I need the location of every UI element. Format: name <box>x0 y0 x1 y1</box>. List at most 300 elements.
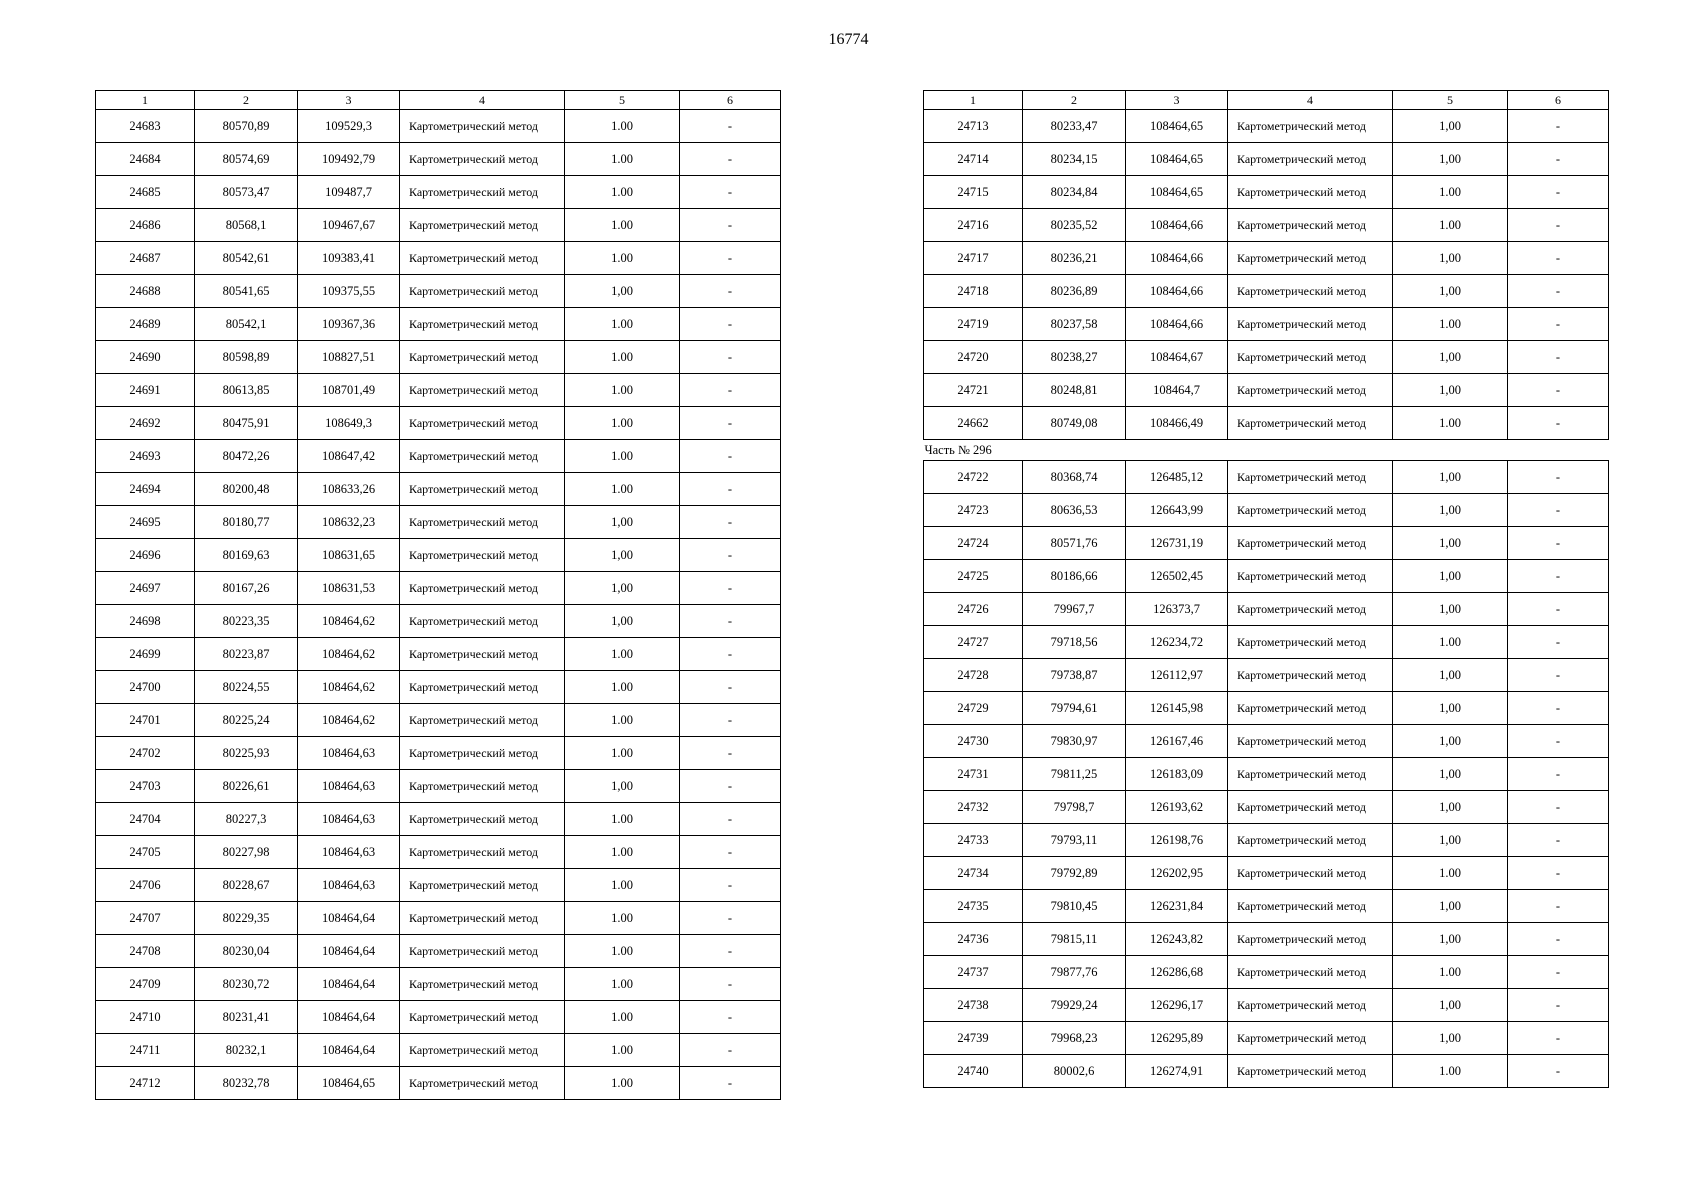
precision-cell: 1.00 <box>565 1001 680 1034</box>
y-coordinate-cell: 126643,99 <box>1126 494 1228 527</box>
point-number-cell: 24738 <box>924 989 1023 1022</box>
x-coordinate-cell: 80223,87 <box>195 638 298 671</box>
precision-cell: 1.00 <box>565 1067 680 1100</box>
method-cell: Картометрический метод <box>400 176 565 209</box>
y-coordinate-cell: 126243,82 <box>1126 923 1228 956</box>
table-row <box>96 704 781 737</box>
note-cell: - <box>680 902 781 935</box>
table-row <box>96 1034 781 1067</box>
point-number-cell: 24719 <box>924 308 1023 341</box>
precision-cell: 1,00 <box>1393 1022 1508 1055</box>
note-cell: - <box>680 1034 781 1067</box>
note-cell: - <box>1508 626 1609 659</box>
precision-cell: 1.00 <box>565 308 680 341</box>
point-number-cell: 24718 <box>924 275 1023 308</box>
precision-cell: 1,00 <box>565 572 680 605</box>
point-number-cell: 24716 <box>924 209 1023 242</box>
precision-cell: 1.00 <box>1393 956 1508 989</box>
precision-cell: 1.00 <box>1393 176 1508 209</box>
table-row <box>924 758 1609 791</box>
note-cell: - <box>680 440 781 473</box>
point-number-cell: 24703 <box>96 770 195 803</box>
x-coordinate-cell: 80180,77 <box>195 506 298 539</box>
precision-cell: 1.00 <box>1393 626 1508 659</box>
precision-cell: 1,00 <box>1393 824 1508 857</box>
method-cell: Картометрический метод <box>1228 923 1393 956</box>
precision-cell: 1.00 <box>565 143 680 176</box>
point-number-cell: 24683 <box>96 110 195 143</box>
precision-cell: 1.00 <box>565 803 680 836</box>
x-coordinate-cell: 80570,89 <box>195 110 298 143</box>
method-cell: Картометрический метод <box>400 671 565 704</box>
x-coordinate-cell: 79830,97 <box>1023 725 1126 758</box>
table-row <box>96 572 781 605</box>
precision-cell: 1,00 <box>1393 659 1508 692</box>
table-row <box>924 890 1609 923</box>
table-row <box>96 209 781 242</box>
note-cell: - <box>1508 824 1609 857</box>
point-number-cell: 24692 <box>96 407 195 440</box>
x-coordinate-cell: 80598,89 <box>195 341 298 374</box>
note-cell: - <box>1508 527 1609 560</box>
x-coordinate-cell: 80236,21 <box>1023 242 1126 275</box>
note-cell: - <box>1508 308 1609 341</box>
precision-cell: 1.00 <box>565 407 680 440</box>
y-coordinate-cell: 126112,97 <box>1126 659 1228 692</box>
precision-cell: 1.00 <box>565 1034 680 1067</box>
column-header-6: 6 <box>1508 91 1609 110</box>
method-cell: Картометрический метод <box>400 935 565 968</box>
method-cell: Картометрический метод <box>400 440 565 473</box>
y-coordinate-cell: 109375,55 <box>298 275 400 308</box>
point-number-cell: 24706 <box>96 869 195 902</box>
note-cell: - <box>680 209 781 242</box>
note-cell: - <box>680 407 781 440</box>
y-coordinate-cell: 109383,41 <box>298 242 400 275</box>
x-coordinate-cell: 80234,84 <box>1023 176 1126 209</box>
x-coordinate-cell: 79810,45 <box>1023 890 1126 923</box>
method-cell: Картометрический метод <box>400 275 565 308</box>
table-row <box>96 308 781 341</box>
precision-cell: 1,00 <box>1393 989 1508 1022</box>
y-coordinate-cell: 108464,63 <box>298 737 400 770</box>
precision-cell: 1,00 <box>1393 461 1508 494</box>
precision-cell: 1,00 <box>1393 275 1508 308</box>
table-row <box>96 176 781 209</box>
method-cell: Картометрический метод <box>400 737 565 770</box>
x-coordinate-cell: 80368,74 <box>1023 461 1126 494</box>
note-cell: - <box>1508 956 1609 989</box>
y-coordinate-cell: 126295,89 <box>1126 1022 1228 1055</box>
precision-cell: 1,00 <box>565 506 680 539</box>
table-row <box>924 659 1609 692</box>
precision-cell: 1.00 <box>1393 209 1508 242</box>
note-cell: - <box>1508 494 1609 527</box>
note-cell: - <box>1508 242 1609 275</box>
point-number-cell: 24720 <box>924 341 1023 374</box>
precision-cell: 1,00 <box>1393 593 1508 626</box>
table-row <box>924 626 1609 659</box>
table-row <box>96 1067 781 1100</box>
method-cell: Картометрический метод <box>1228 692 1393 725</box>
precision-cell: 1.00 <box>565 209 680 242</box>
table-row <box>96 770 781 803</box>
table-header-row <box>96 91 781 110</box>
method-cell: Картометрический метод <box>400 1067 565 1100</box>
precision-cell: 1.00 <box>565 671 680 704</box>
x-coordinate-cell: 80235,52 <box>1023 209 1126 242</box>
x-coordinate-cell: 80475,91 <box>195 407 298 440</box>
table-row <box>924 275 1609 308</box>
y-coordinate-cell: 108464,62 <box>298 638 400 671</box>
y-coordinate-cell: 108632,23 <box>298 506 400 539</box>
point-number-cell: 24691 <box>96 374 195 407</box>
y-coordinate-cell: 108827,51 <box>298 341 400 374</box>
column-header-3: 3 <box>1126 91 1228 110</box>
column-header-3: 3 <box>298 91 400 110</box>
point-number-cell: 24730 <box>924 725 1023 758</box>
precision-cell: 1.00 <box>565 869 680 902</box>
x-coordinate-cell: 80636,53 <box>1023 494 1126 527</box>
method-cell: Картометрический метод <box>400 605 565 638</box>
method-cell: Картометрический метод <box>1228 626 1393 659</box>
point-number-cell: 24709 <box>96 968 195 1001</box>
precision-cell: 1.00 <box>565 440 680 473</box>
point-number-cell: 24724 <box>924 527 1023 560</box>
x-coordinate-cell: 80232,78 <box>195 1067 298 1100</box>
precision-cell: 1.00 <box>565 737 680 770</box>
point-number-cell: 24722 <box>924 461 1023 494</box>
precision-cell: 1,00 <box>1393 374 1508 407</box>
method-cell: Картометрический метод <box>1228 527 1393 560</box>
table-row <box>96 1001 781 1034</box>
method-cell: Картометрический метод <box>1228 659 1393 692</box>
x-coordinate-cell: 80542,61 <box>195 242 298 275</box>
x-coordinate-cell: 79811,25 <box>1023 758 1126 791</box>
note-cell: - <box>1508 692 1609 725</box>
column-header-4: 4 <box>1228 91 1393 110</box>
table-row <box>924 923 1609 956</box>
y-coordinate-cell: 108464,62 <box>298 704 400 737</box>
column-header-1: 1 <box>96 91 195 110</box>
y-coordinate-cell: 126296,17 <box>1126 989 1228 1022</box>
table-row <box>924 527 1609 560</box>
point-number-cell: 24737 <box>924 956 1023 989</box>
table-row <box>924 494 1609 527</box>
note-cell: - <box>680 869 781 902</box>
y-coordinate-cell: 126198,76 <box>1126 824 1228 857</box>
y-coordinate-cell: 108464,66 <box>1126 275 1228 308</box>
method-cell: Картометрический метод <box>1228 1022 1393 1055</box>
method-cell: Картометрический метод <box>1228 857 1393 890</box>
y-coordinate-cell: 108631,65 <box>298 539 400 572</box>
y-coordinate-cell: 126502,45 <box>1126 560 1228 593</box>
note-cell: - <box>1508 791 1609 824</box>
precision-cell: 1.00 <box>565 704 680 737</box>
y-coordinate-cell: 126202,95 <box>1126 857 1228 890</box>
point-number-cell: 24705 <box>96 836 195 869</box>
note-cell: - <box>680 176 781 209</box>
y-coordinate-cell: 108464,65 <box>1126 143 1228 176</box>
y-coordinate-cell: 108464,62 <box>298 605 400 638</box>
table-row <box>924 725 1609 758</box>
note-cell: - <box>680 143 781 176</box>
precision-cell: 1,00 <box>1393 143 1508 176</box>
note-cell: - <box>680 572 781 605</box>
note-cell: - <box>1508 209 1609 242</box>
x-coordinate-cell: 80200,48 <box>195 473 298 506</box>
method-cell: Картометрический метод <box>1228 725 1393 758</box>
x-coordinate-cell: 79798,7 <box>1023 791 1126 824</box>
y-coordinate-cell: 126731,19 <box>1126 527 1228 560</box>
note-cell: - <box>1508 560 1609 593</box>
precision-cell: 1,00 <box>565 275 680 308</box>
point-number-cell: 24726 <box>924 593 1023 626</box>
note-cell: - <box>1508 989 1609 1022</box>
method-cell: Картометрический метод <box>400 407 565 440</box>
y-coordinate-cell: 108466,49 <box>1126 407 1228 440</box>
table-row <box>96 935 781 968</box>
x-coordinate-cell: 80232,1 <box>195 1034 298 1067</box>
precision-cell: 1.00 <box>1393 857 1508 890</box>
x-coordinate-cell: 80167,26 <box>195 572 298 605</box>
method-cell: Картометрический метод <box>400 638 565 671</box>
note-cell: - <box>1508 758 1609 791</box>
x-coordinate-cell: 79792,89 <box>1023 857 1126 890</box>
note-cell: - <box>1508 593 1609 626</box>
table-row <box>924 407 1609 440</box>
table-row <box>96 605 781 638</box>
note-cell: - <box>680 374 781 407</box>
table-row <box>924 308 1609 341</box>
column-header-6: 6 <box>680 91 781 110</box>
x-coordinate-cell: 80230,72 <box>195 968 298 1001</box>
method-cell: Картометрический метод <box>400 1001 565 1034</box>
table-row <box>96 968 781 1001</box>
x-coordinate-cell: 80238,27 <box>1023 341 1126 374</box>
precision-cell: 1.00 <box>565 935 680 968</box>
y-coordinate-cell: 126193,62 <box>1126 791 1228 824</box>
y-coordinate-cell: 108464,67 <box>1126 341 1228 374</box>
x-coordinate-cell: 80229,35 <box>195 902 298 935</box>
note-cell: - <box>680 968 781 1001</box>
method-cell: Картометрический метод <box>400 572 565 605</box>
x-coordinate-cell: 79794,61 <box>1023 692 1126 725</box>
table-row <box>96 440 781 473</box>
precision-cell: 1,00 <box>1393 791 1508 824</box>
precision-cell: 1,00 <box>1393 725 1508 758</box>
table-row <box>924 560 1609 593</box>
precision-cell: 1,00 <box>1393 110 1508 143</box>
x-coordinate-cell: 80542,1 <box>195 308 298 341</box>
note-cell: - <box>1508 1055 1609 1088</box>
note-cell: - <box>1508 659 1609 692</box>
point-number-cell: 24696 <box>96 539 195 572</box>
table-row <box>924 341 1609 374</box>
point-number-cell: 24699 <box>96 638 195 671</box>
x-coordinate-cell: 80002,6 <box>1023 1055 1126 1088</box>
point-number-cell: 24698 <box>96 605 195 638</box>
table-row <box>96 341 781 374</box>
table-row <box>924 692 1609 725</box>
x-coordinate-cell: 80574,69 <box>195 143 298 176</box>
table-row <box>96 737 781 770</box>
x-coordinate-cell: 80186,66 <box>1023 560 1126 593</box>
precision-cell: 1,00 <box>1393 341 1508 374</box>
point-number-cell: 24662 <box>924 407 1023 440</box>
x-coordinate-cell: 80228,67 <box>195 869 298 902</box>
precision-cell: 1.00 <box>565 242 680 275</box>
x-coordinate-cell: 79929,24 <box>1023 989 1126 1022</box>
method-cell: Картометрический метод <box>1228 341 1393 374</box>
point-number-cell: 24702 <box>96 737 195 770</box>
x-coordinate-cell: 79738,87 <box>1023 659 1126 692</box>
column-header-4: 4 <box>400 91 565 110</box>
point-number-cell: 24707 <box>96 902 195 935</box>
table-row <box>924 989 1609 1022</box>
method-cell: Картометрический метод <box>1228 1055 1393 1088</box>
method-cell: Картометрический метод <box>1228 461 1393 494</box>
method-cell: Картометрический метод <box>1228 890 1393 923</box>
y-coordinate-cell: 126286,68 <box>1126 956 1228 989</box>
x-coordinate-cell: 80230,04 <box>195 935 298 968</box>
note-cell: - <box>1508 461 1609 494</box>
method-cell: Картометрический метод <box>1228 242 1393 275</box>
point-number-cell: 24690 <box>96 341 195 374</box>
x-coordinate-cell: 80225,24 <box>195 704 298 737</box>
point-number-cell: 24728 <box>924 659 1023 692</box>
method-cell: Картометрический метод <box>400 209 565 242</box>
method-cell: Картометрический метод <box>400 902 565 935</box>
x-coordinate-cell: 80225,93 <box>195 737 298 770</box>
x-coordinate-cell: 80231,41 <box>195 1001 298 1034</box>
method-cell: Картометрический метод <box>1228 956 1393 989</box>
table-row <box>96 836 781 869</box>
y-coordinate-cell: 126145,98 <box>1126 692 1228 725</box>
method-cell: Картометрический метод <box>400 803 565 836</box>
table-row <box>924 593 1609 626</box>
x-coordinate-cell: 80749,08 <box>1023 407 1126 440</box>
note-cell: - <box>680 275 781 308</box>
precision-cell: 1,00 <box>1393 923 1508 956</box>
point-number-cell: 24701 <box>96 704 195 737</box>
page-number: 16774 <box>828 31 869 48</box>
y-coordinate-cell: 108464,7 <box>1126 374 1228 407</box>
y-coordinate-cell: 108464,63 <box>298 770 400 803</box>
method-cell: Картометрический метод <box>400 506 565 539</box>
point-number-cell: 24739 <box>924 1022 1023 1055</box>
method-cell: Картометрический метод <box>1228 374 1393 407</box>
note-cell: - <box>680 737 781 770</box>
note-cell: - <box>1508 143 1609 176</box>
method-cell: Картометрический метод <box>400 539 565 572</box>
method-cell: Картометрический метод <box>400 374 565 407</box>
point-number-cell: 24731 <box>924 758 1023 791</box>
precision-cell: 1.00 <box>565 374 680 407</box>
point-number-cell: 24712 <box>96 1067 195 1100</box>
note-cell: - <box>1508 374 1609 407</box>
x-coordinate-cell: 80233,47 <box>1023 110 1126 143</box>
x-coordinate-cell: 79718,56 <box>1023 626 1126 659</box>
point-number-cell: 24735 <box>924 890 1023 923</box>
table-row <box>924 461 1609 494</box>
y-coordinate-cell: 126373,7 <box>1126 593 1228 626</box>
method-cell: Картометрический метод <box>400 473 565 506</box>
table-row <box>96 671 781 704</box>
x-coordinate-cell: 80613,85 <box>195 374 298 407</box>
note-cell: - <box>680 1067 781 1100</box>
y-coordinate-cell: 109487,7 <box>298 176 400 209</box>
point-number-cell: 24736 <box>924 923 1023 956</box>
note-cell: - <box>680 242 781 275</box>
column-header-5: 5 <box>1393 91 1508 110</box>
table-header-row <box>924 91 1609 110</box>
point-number-cell: 24686 <box>96 209 195 242</box>
note-cell: - <box>1508 110 1609 143</box>
method-cell: Картометрический метод <box>1228 275 1393 308</box>
y-coordinate-cell: 108464,64 <box>298 968 400 1001</box>
section-label: Часть № 296 <box>924 440 1609 461</box>
y-coordinate-cell: 108464,65 <box>1126 110 1228 143</box>
point-number-cell: 24714 <box>924 143 1023 176</box>
note-cell: - <box>680 770 781 803</box>
y-coordinate-cell: 108464,64 <box>298 1001 400 1034</box>
precision-cell: 1.00 <box>565 902 680 935</box>
table-row <box>96 902 781 935</box>
note-cell: - <box>680 605 781 638</box>
note-cell: - <box>1508 275 1609 308</box>
x-coordinate-cell: 80248,81 <box>1023 374 1126 407</box>
precision-cell: 1.00 <box>565 968 680 1001</box>
x-coordinate-cell: 80568,1 <box>195 209 298 242</box>
method-cell: Картометрический метод <box>400 968 565 1001</box>
y-coordinate-cell: 108464,62 <box>298 671 400 704</box>
precision-cell: 1.00 <box>565 176 680 209</box>
precision-cell: 1,00 <box>1393 527 1508 560</box>
method-cell: Картометрический метод <box>1228 824 1393 857</box>
table-row <box>96 473 781 506</box>
x-coordinate-cell: 80237,58 <box>1023 308 1126 341</box>
table-row <box>96 143 781 176</box>
point-number-cell: 24700 <box>96 671 195 704</box>
point-number-cell: 24734 <box>924 857 1023 890</box>
y-coordinate-cell: 126183,09 <box>1126 758 1228 791</box>
x-coordinate-cell: 80472,26 <box>195 440 298 473</box>
method-cell: Картометрический метод <box>400 143 565 176</box>
point-number-cell: 24732 <box>924 791 1023 824</box>
method-cell: Картометрический метод <box>1228 176 1393 209</box>
point-number-cell: 24684 <box>96 143 195 176</box>
point-number-cell: 24687 <box>96 242 195 275</box>
x-coordinate-cell: 79967,7 <box>1023 593 1126 626</box>
precision-cell: 1,00 <box>565 539 680 572</box>
x-coordinate-cell: 79815,11 <box>1023 923 1126 956</box>
method-cell: Картометрический метод <box>400 242 565 275</box>
column-header-2: 2 <box>1023 91 1126 110</box>
point-number-cell: 24711 <box>96 1034 195 1067</box>
method-cell: Картометрический метод <box>1228 560 1393 593</box>
table-row <box>924 374 1609 407</box>
point-number-cell: 24721 <box>924 374 1023 407</box>
note-cell: - <box>680 308 781 341</box>
precision-cell: 1,00 <box>565 770 680 803</box>
table-row <box>96 407 781 440</box>
table-row <box>96 275 781 308</box>
y-coordinate-cell: 109467,67 <box>298 209 400 242</box>
point-number-cell: 24708 <box>96 935 195 968</box>
point-number-cell: 24689 <box>96 308 195 341</box>
method-cell: Картометрический метод <box>400 341 565 374</box>
